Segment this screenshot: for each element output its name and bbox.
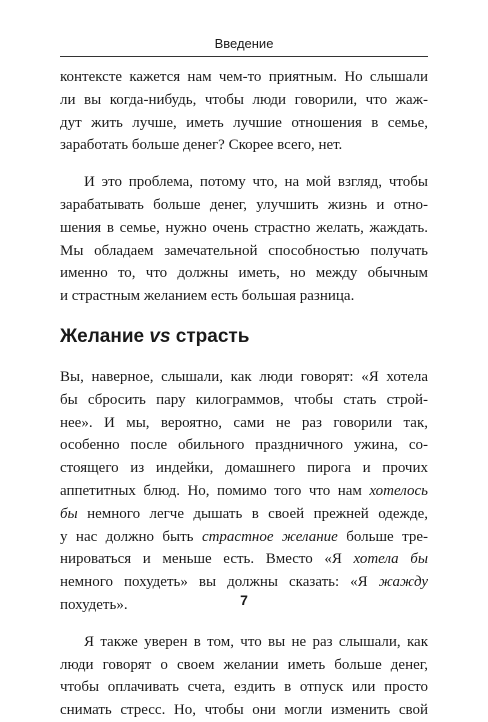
paragraph-3 [60,366,428,617]
text-run: больше тре- [337,528,428,545]
text-run: немного похудеть» вы должны сказать: «Я [60,574,379,591]
section-heading [60,322,428,366]
text-line: Мы обладаем замечательной способностью получать [60,242,428,259]
italic-text: бы [60,505,78,522]
italic-text: страстное желание [201,528,338,545]
heading-text: Желание [60,325,150,347]
text-line: похудеть». [60,596,128,613]
text-line: Я также уверен в том, что вы не раз слышали, как [84,633,428,650]
paragraph-1 [60,66,428,157]
text-line: снимать стресс. Но, чтобы они могли изменить свой [60,702,428,719]
text-line: шения в семье, нужно очень страстно желать, жаждать. [60,219,428,236]
text-run: нироваться и меньше есть. Вместо «Я [60,551,354,568]
text-line [60,480,428,503]
text-line: контексте кажется нам чем-то приятным. Но слышали [60,69,428,85]
text-line [60,526,428,549]
text-run: у нас должно быть [60,528,202,545]
text-line: Вы, наверное, слышали, как люди говорят: «Я хотела [60,368,428,385]
text-line: особенно после обильного праздничного ужина, со- [60,437,428,454]
heading-italic-text: vs [149,325,171,347]
text-line: заработать больше денег? Скорее всего, нет. [60,137,343,154]
italic-text: хотелось [369,482,428,499]
heading-text: страсть [170,325,250,347]
text-line: ли вы когда-нибудь, чтобы люди говорили, что жаж- [60,91,428,108]
italic-text: жажду [378,574,428,591]
text-line: люди говорят о своем желании иметь больше денег, [60,656,428,673]
paragraph-gap [60,157,428,171]
header-rule [60,56,428,57]
text-line: И это проблема, потому что, на мой взгляд, чтобы [84,174,428,191]
text-line: и страстным желанием есть большая разница. [60,288,355,305]
text-line [60,548,428,571]
paragraph-2 [60,171,428,308]
text-line: нее». И мы, вероятно, сами не раз говорили так, [60,414,428,431]
text-line: зарабатывать больше денег, улучшить жизнь и отно- [60,196,428,213]
running-head: Введение [214,36,274,51]
text-run: немного легче дышать в своей прежней одежде, [77,505,428,522]
text-line: именно то, что должны иметь, но между обычным [60,265,428,282]
text-line [60,503,428,526]
page-number: 7 [240,592,248,608]
text-line: стоящего из индейки, домашнего пирога и прочих [60,460,428,477]
text-run: аппетитных блюд. Но, помимо того что нам [60,482,370,499]
paragraph-gap [60,308,428,322]
text-line: бы сбросить пару килограммов, чтобы стать строй- [60,391,428,408]
paragraph-4 [60,631,428,722]
text-line: чтобы оплачивать счета, ездить в отпуск или просто [60,679,428,696]
text-line [60,571,428,594]
text-line: дут жить лучше, иметь лучшие отношения в семье, [60,114,428,131]
paragraph-gap [60,617,428,631]
page-body [60,66,428,722]
italic-text: хотела бы [353,551,428,568]
